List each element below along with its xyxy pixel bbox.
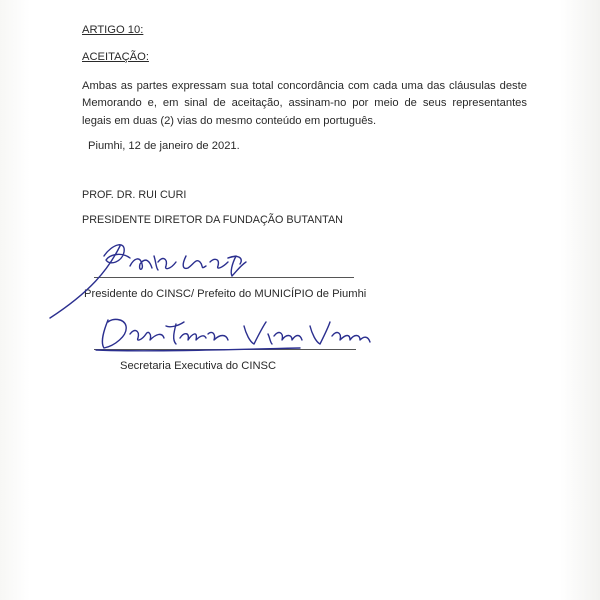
signatory-3-title: Secretaria Executiva do CINSC — [120, 360, 277, 372]
signature-1-icon — [50, 245, 246, 318]
signatory-1-title: PRESIDENTE DIRETOR DA FUNDAÇÃO BUTANTAN — [82, 214, 343, 226]
article-heading: ARTIGO 10: — [82, 24, 144, 36]
signatory-2-title: Presidente do CINSC/ Prefeito do MUNICÍPIO de Piumhi — [84, 288, 367, 300]
signature-2-icon — [96, 319, 370, 350]
article-subheading: ACEITAÇÃO: — [82, 51, 149, 63]
acceptance-paragraph: Ambas as partes expressam sua total concordância com cada uma das cláusulas deste Memorando e, em sinal de aceitação, assinam-no por meio de seus representantes legais em duas (2) vias do mesmo conteúdo em português. — [82, 80, 527, 127]
place-date: Piumhi, 12 de janeiro de 2021. — [88, 140, 240, 152]
signatory-1-name: PROF. DR. RUI CURI — [82, 189, 187, 201]
